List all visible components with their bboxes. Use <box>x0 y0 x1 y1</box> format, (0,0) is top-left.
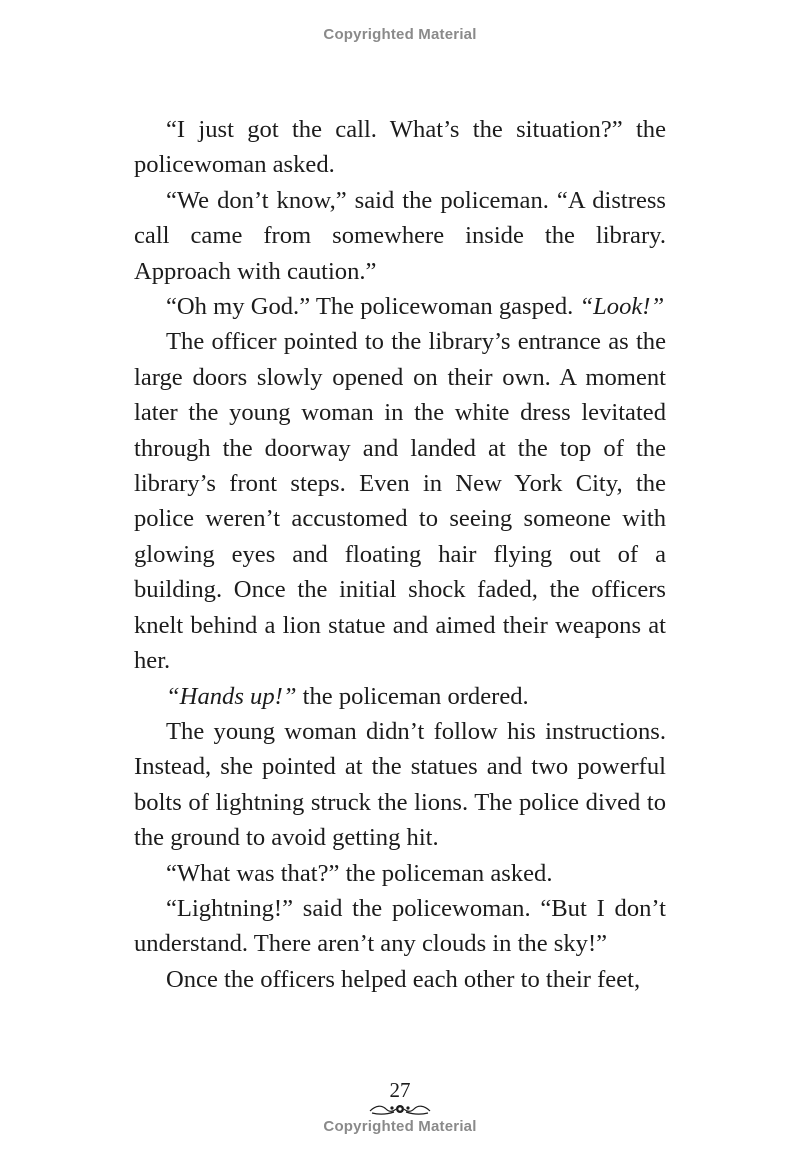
text-segment: “We don’t know,” said the policeman. “A distress call came from somewhere inside the library. Approach with caution.” <box>134 186 666 285</box>
copyright-watermark-bottom: Copyrighted Material <box>323 1118 477 1135</box>
text-segment: the policeman ordered. <box>296 682 529 710</box>
page-number: 27 <box>389 1078 411 1102</box>
text-segment: “Oh my God.” The policewoman gasped. <box>166 293 580 321</box>
paragraph <box>134 891 666 962</box>
italic-text-segment: “Look!” <box>579 293 665 321</box>
copyright-watermark-top: Copyrighted Material <box>323 26 477 43</box>
flourish-ornament-icon <box>368 1102 432 1116</box>
text-segment: Once the officers helped each other to their feet, <box>166 965 641 993</box>
italic-text-segment: “Hands up!” <box>166 682 297 710</box>
text-segment: The young woman didn’t follow his instructions. Instead, she pointed at the statues and two powerful bolts of lightning struck the lions. The police dived to the ground to avoid getting hit. <box>134 717 666 852</box>
paragraph <box>134 183 666 289</box>
paragraph <box>134 112 666 183</box>
paragraph <box>134 856 666 891</box>
text-segment: “Lightning!” said the policewoman. “But I don’t understand. There aren’t any clouds in the sky!” <box>134 894 666 958</box>
paragraph <box>134 324 666 678</box>
text-segment: “I just got the call. What’s the situation?” the policewoman asked. <box>134 116 666 179</box>
paragraph <box>134 962 666 997</box>
paragraph <box>134 714 666 856</box>
page-body-text <box>134 112 666 997</box>
text-segment: “What was that?” the policeman asked. <box>166 859 553 887</box>
paragraph <box>134 289 666 324</box>
paragraph <box>134 679 666 714</box>
text-segment: The officer pointed to the library’s entrance as the large doors slowly opened on their own. A moment later the young woman in the white dress levitated through the doorway and landed at the top of the library’s front steps. Even in New York City, the police weren’t accustomed to seeing someone with glowing eyes and floating hair flying out of a building. Once the initial shock faded, the officers knelt behind a lion statue and aimed their weapons at her. <box>134 328 666 675</box>
